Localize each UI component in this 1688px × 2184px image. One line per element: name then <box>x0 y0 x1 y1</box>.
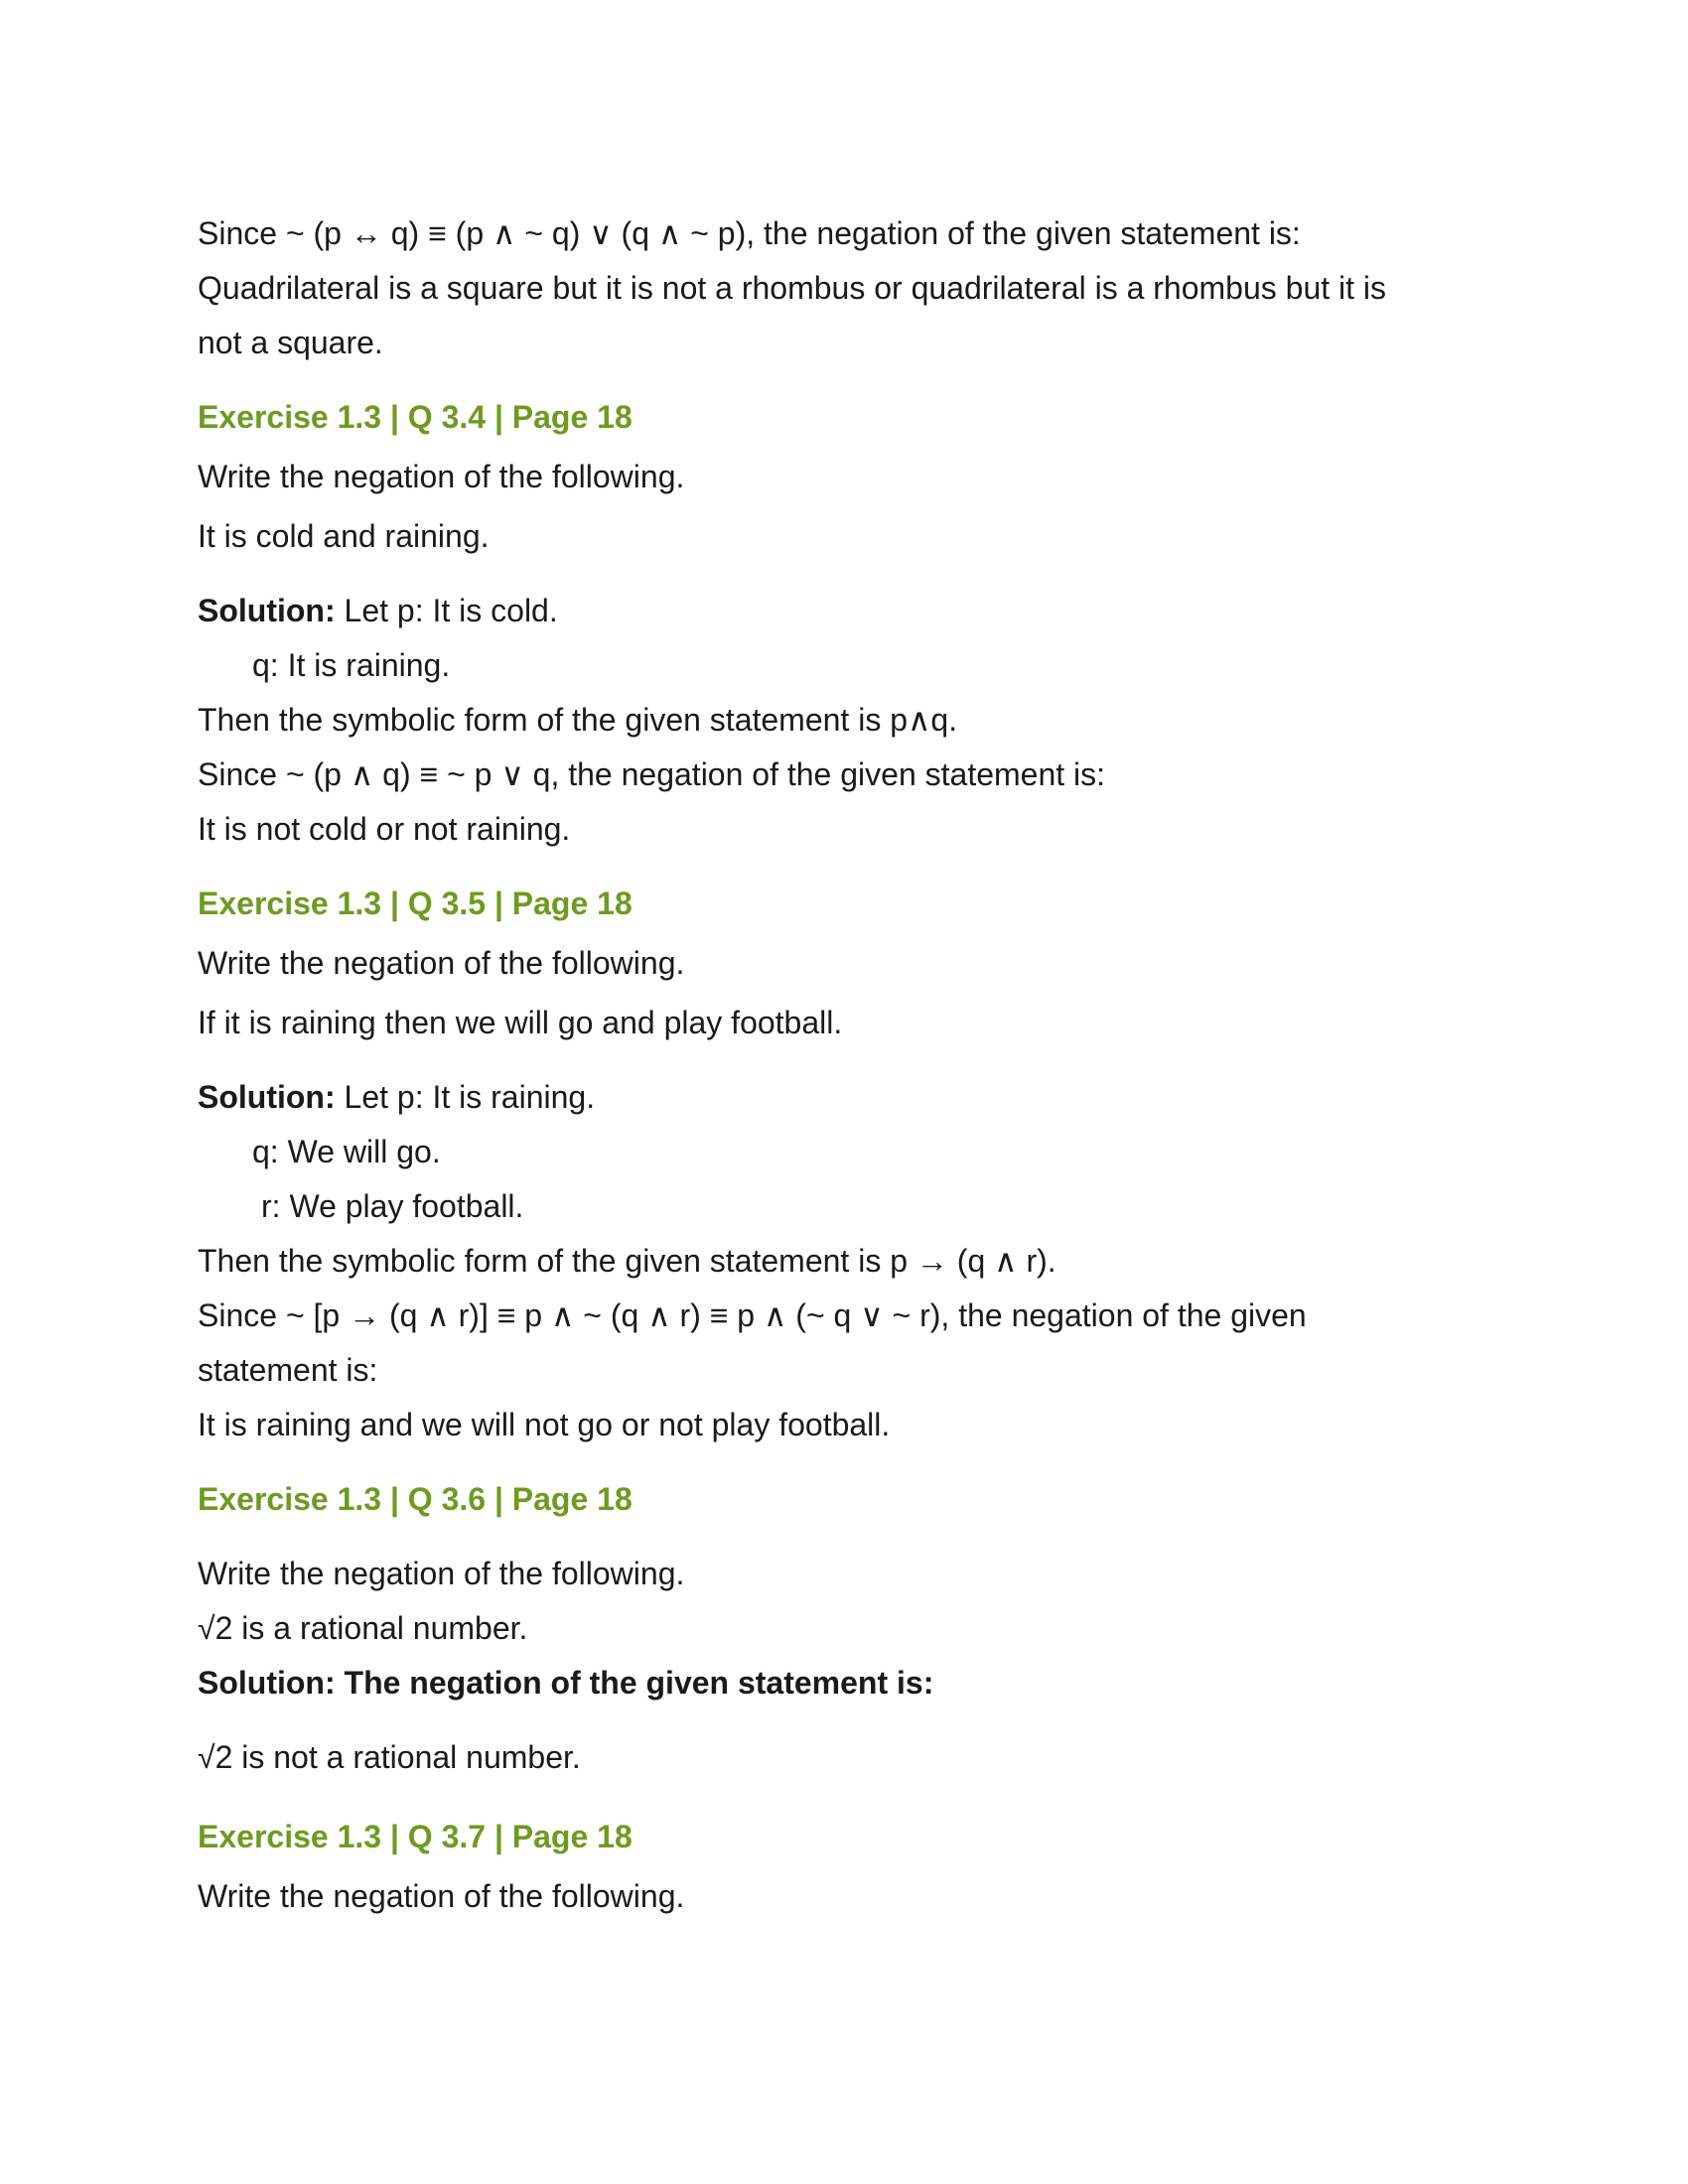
exercise-heading-q3-7: Exercise 1.3 | Q 3.7 | Page 18 <box>198 1819 633 1854</box>
definition-r: r: We play football. <box>261 1188 524 1224</box>
negation-rule: Since ~ (p ∧ q) ≡ ~ p ∨ q, the negation of the given statement is: <box>198 756 1106 792</box>
intro-line-2: Quadrilateral is a square but it is not a rhombus or quadrilateral is a rhombus but it is <box>198 270 1387 306</box>
definition-q: q: We will go. <box>252 1134 441 1169</box>
question-statement: It is cold and raining. <box>198 518 490 554</box>
symbolic-form: Then the symbolic form of the given statement is p → (q ∧ r). <box>198 1243 1056 1279</box>
question-text: Write the negation of the following. <box>198 1556 685 1591</box>
answer: It is raining and we will not go or not play football. <box>198 1407 891 1442</box>
definition-q: q: It is raining. <box>252 647 451 683</box>
solution-line <box>198 1077 595 1117</box>
question-statement: √2 is a rational number. <box>198 1610 528 1646</box>
answer: It is not cold or not raining. <box>198 811 571 847</box>
negation-rule-line-1: Since ~ [p → (q ∧ r)] ≡ p ∧ ~ (q ∧ r) ≡ p ∧ (~ q ∨ ~ r), the negation of the given <box>198 1297 1307 1333</box>
solution-text: Let p: It is raining. <box>335 1079 596 1115</box>
negation-rule-line-2: statement is: <box>198 1352 378 1388</box>
question-text: Write the negation of the following. <box>198 459 685 494</box>
answer: √2 is not a rational number. <box>198 1739 581 1775</box>
exercise-heading-q3-6: Exercise 1.3 | Q 3.6 | Page 18 <box>198 1481 633 1517</box>
solution-text: Let p: It is cold. <box>335 593 558 628</box>
solution-label: Solution: <box>198 593 336 628</box>
question-statement: If it is raining then we will go and play football. <box>198 1005 843 1040</box>
intro-line-1: Since ~ (p ↔ q) ≡ (p ∧ ~ q) ∨ (q ∧ ~ p), the negation of the given statement is: <box>198 215 1301 251</box>
solution-line: Solution: The negation of the given statement is: <box>198 1665 934 1701</box>
question-text: Write the negation of the following. <box>198 945 685 981</box>
solution-line <box>198 591 558 630</box>
intro-line-3: not a square. <box>198 325 383 360</box>
question-text: Write the negation of the following. <box>198 1878 685 1914</box>
exercise-heading-q3-4: Exercise 1.3 | Q 3.4 | Page 18 <box>198 399 633 435</box>
exercise-heading-q3-5: Exercise 1.3 | Q 3.5 | Page 18 <box>198 886 633 921</box>
solution-label: Solution: <box>198 1079 336 1115</box>
symbolic-form: Then the symbolic form of the given statement is p∧q. <box>198 702 958 738</box>
